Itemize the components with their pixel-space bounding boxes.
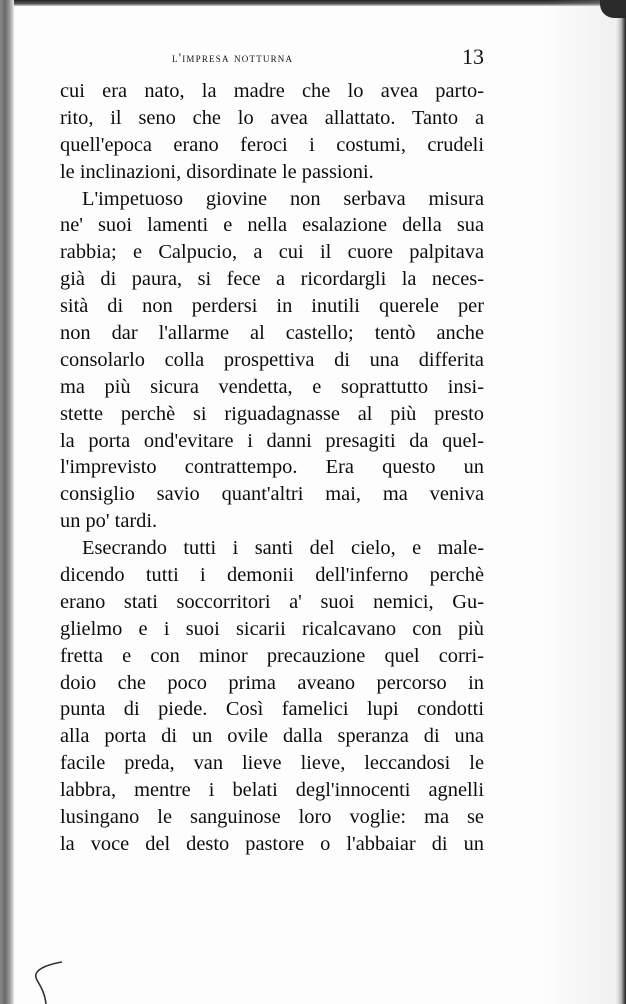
text-line: l'imprevisto contrattempo. Era questo un [60,456,484,479]
text-line: labbra, mentre i belati degl'innocenti agnelli [60,779,484,802]
paragraph [60,186,484,536]
page-binding-edge [0,0,14,1004]
text-line: Esecrando tutti i santi del cielo, e male- [82,537,484,560]
body-text [60,78,484,858]
text-line: dicendo tutti i demonii dell'inferno perchè [60,564,484,587]
paragraph [60,535,484,858]
text-line: rabbia; e Calpucio, a cui il cuore palpitava [60,241,484,264]
text-line: rito, il seno che lo avea allattato. Tanto a [60,106,484,129]
text-line: facile preda, van lieve lieve, leccandosi le [60,752,484,775]
text-line: punta di piede. Così famelici lupi condotti [60,698,484,721]
text-line: fretta e con minor precauzione quel corri- [60,644,484,667]
scan-top-border [0,0,626,6]
text-line: doio che poco prima aveano percorso in [60,671,484,694]
text-line: ma più sicura vendetta, e soprattutto insi- [60,375,484,398]
text-line: le inclinazioni, disordinate le passioni. [60,160,374,183]
page-right-shadow [546,0,616,1004]
text-line: lusingano le sanguinose loro voglie: ma se [60,806,484,829]
text-line: cui era nato, la madre che lo avea parto- [60,80,484,102]
text-line: consiglio savio quant'altri mai, ma veniva [60,483,484,506]
text-line: la porta ond'evitare i danni presagiti da quel- [60,429,484,452]
text-line: un po' tardi. [60,510,158,533]
text-line: stette perchè si riguadagnasse al più presto [60,402,484,425]
text-line: non dar l'allarme al castello; tentò anche [60,322,484,345]
running-title: l'impresa notturna [172,50,294,65]
ink-mark-icon [30,958,70,1004]
text-line: erano stati soccorritori a' suoi nemici, Gu- [60,590,484,613]
text-line: la voce del desto pastore o l'abbaiar di un [60,832,484,855]
text-line: alla porta di un ovile dalla speranza di una [60,725,484,748]
page-right-edge [616,0,626,1004]
text-line: L'impetuoso giovine non serbava misura [82,187,484,210]
text-line: quell'epoca erano feroci i costumi, crudeli [60,133,484,156]
text-line: sità di non perdersi in inutili querele per [60,295,484,318]
text-line: ne' suoi lamenti e nella esalazione della sua [60,214,484,237]
paragraph [60,78,484,186]
text-line: consolarlo colla prospettiva di una differita [60,348,484,371]
text-line: già di paura, si fece a ricordargli la neces- [60,268,484,291]
text-line: glielmo e i suoi sicarii ricalcavano con più [60,617,484,640]
page-number: 13 [462,44,484,69]
